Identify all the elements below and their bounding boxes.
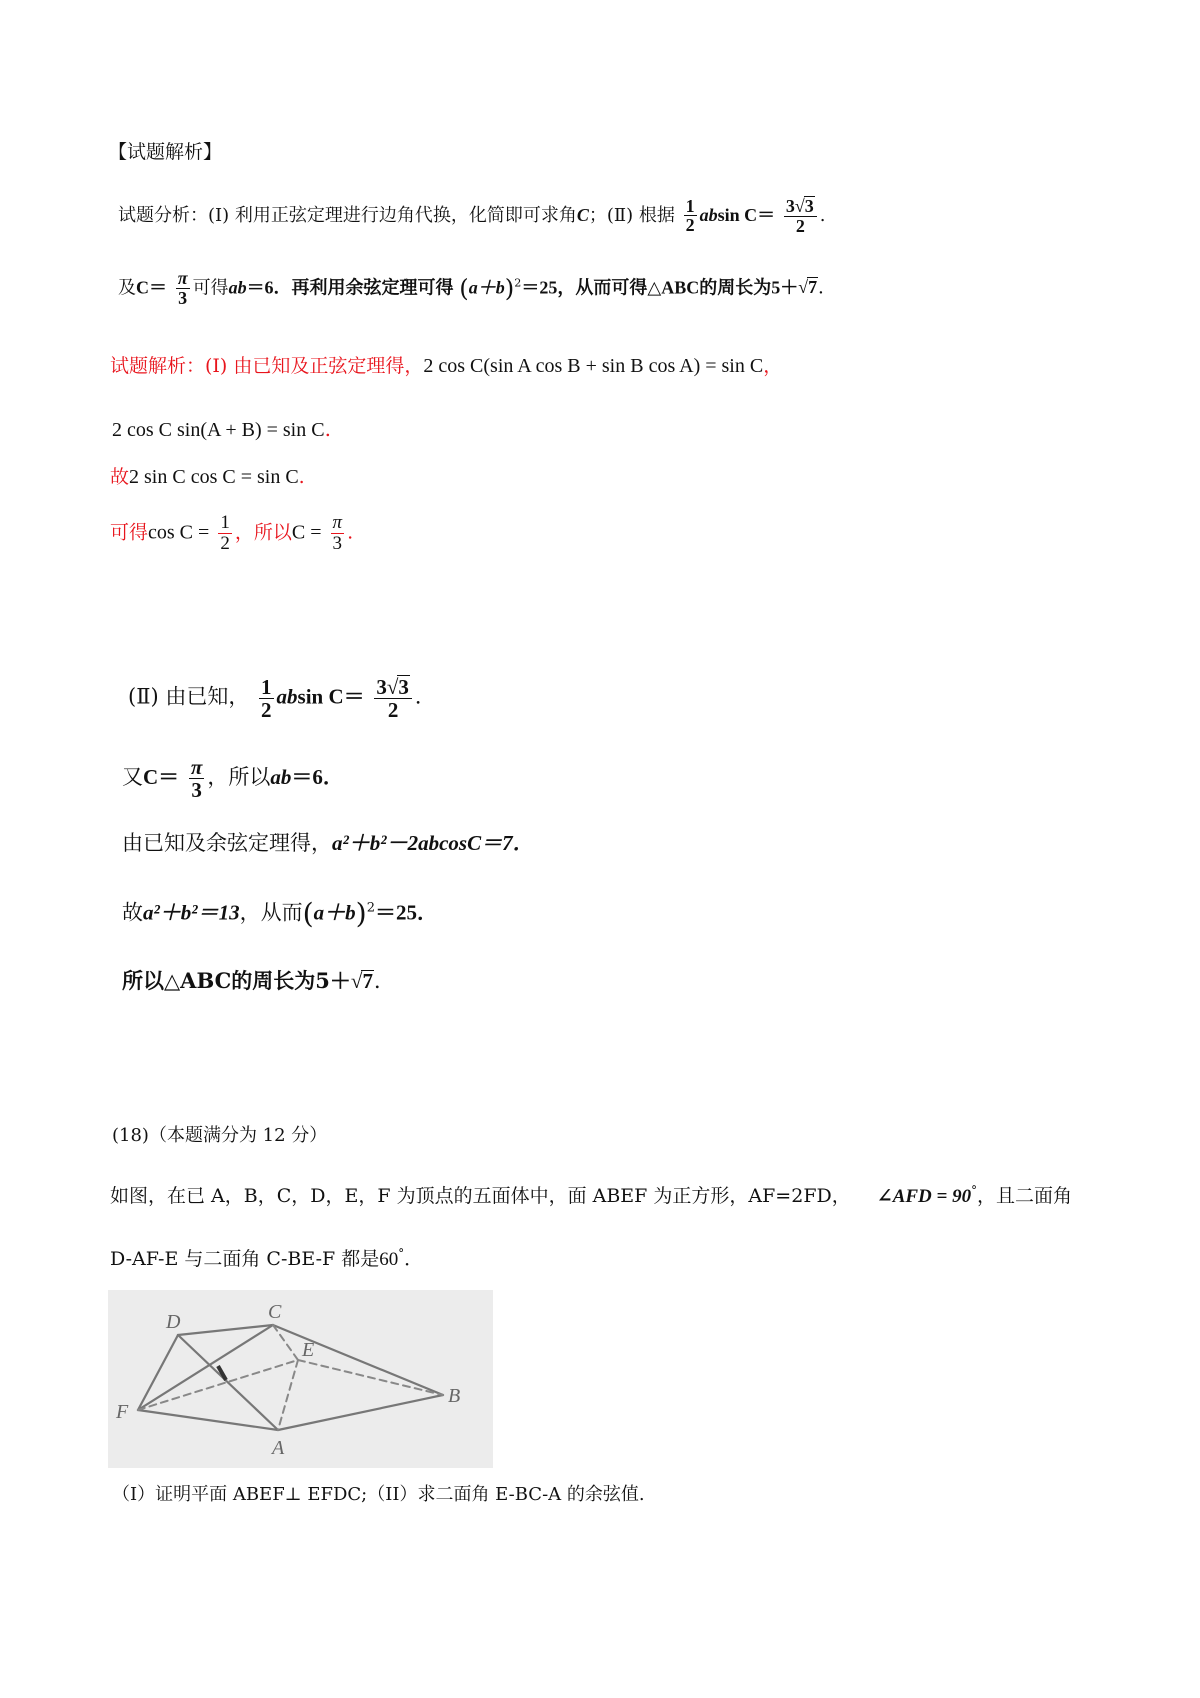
label-D: D [166,1311,181,1333]
solution-text: ，所以 [234,521,292,544]
label-B: B [448,1385,461,1407]
fraction-half: $\frac{1}{2}$ [685,195,695,236]
part2-label: 又 [122,765,143,790]
period: . [324,417,331,441]
problem-heading: (18)（本题满分为 12 分） [112,1125,328,1146]
section-title: 【试题解析】 [108,141,223,163]
period: ． [414,684,436,709]
c-equals: C＝ [136,277,167,298]
problem-question: （I）证明平面 ABEF⊥ EFDC;（II）求二面角 E-BC-A 的余弦值. [112,1484,645,1505]
label-E: E [302,1339,315,1361]
var-ab: ab [699,204,718,225]
part2-line-2 [122,756,344,801]
fraction-3sqrt3-over-2: $\frac{3√3}{2}$ [374,675,412,721]
analysis-line-1 [118,196,826,236]
fraction-half: $\frac{1}{2}$ [261,674,272,722]
part2-text: ＝6． [291,765,344,790]
part2-text: 所以△ABC的周长为5＋ [122,968,351,993]
analysis-text: ；(Ⅱ) 根据 [588,204,675,226]
period: . [819,204,826,226]
part2-label: 由已知及余弦定理得， [122,831,332,855]
paren-right: ) [355,897,367,930]
period: . [347,521,354,544]
angle-afd: ∠AFD = 90 [876,1186,972,1207]
part2-label: (Ⅱ) 由已知， [128,684,250,709]
problem-line-2 [110,1246,424,1270]
fraction-half: $\frac{1}{2}$ [220,512,230,554]
exponent: 2 [514,276,522,290]
period: ． [818,277,837,299]
problem-text: ，且二面角 [977,1185,1073,1207]
cos-c: cos C = [148,521,210,544]
solution-label: 故 [110,466,130,488]
solution-line-2 [112,419,331,440]
period: ． [373,969,395,993]
solution-label: 试题解析：(Ⅰ) 由已知及正弦定理得， [110,355,424,377]
analysis-text: ＝6．再利用余弦定理可得 [246,277,454,298]
sum-squares-expr: a²＋b²＝13 [143,900,240,925]
c-equals: C = [291,521,322,544]
part2-line-3 [122,833,534,854]
part2-line-5 [122,970,395,992]
sqrt-7: √7 [350,969,373,993]
var-ab: ab [270,765,292,790]
label-C: C [268,1301,282,1323]
var-ab: ab [228,277,247,298]
paren-right: ) [504,273,515,303]
exponent: 2 [366,900,375,916]
solution-line-3 [110,467,305,487]
cosine-law-expr: a²＋b²－2abcosC＝7． [332,831,534,855]
period: . [298,466,305,488]
problem-line-1 [110,1183,1073,1207]
fraction-3sqrt3-over-2: $\frac{3√3}{2}$ [784,196,817,236]
fraction-pi-over-3: $\frac{\pi}{3}$ [177,268,188,308]
analysis-text: 可得 [192,277,229,299]
c-equals: C＝ [143,765,180,790]
sqrt-7: √7 [798,277,818,298]
analysis-text: 及 [118,277,136,299]
solution-expr: 2 cos C(sin A cos B + sin B cos A) = sin C [423,355,764,377]
sin-c: sin C＝ [717,204,776,225]
pentahedron-figure [108,1290,493,1468]
comma: ， [763,355,783,377]
label-A: A [272,1437,285,1459]
analysis-text: ＝25，从而可得△ABC的周长为5＋ [521,277,799,298]
problem-text: 如图，在已 A，B，C，D，E，F 为顶点的五面体中，面 ABEF 为正方形，AF=2FD， [110,1185,851,1207]
paren-left: ( [459,273,469,303]
fraction-pi-over-3: $\frac{\pi}{3}$ [332,512,343,554]
part2-label: 故 [122,900,143,925]
analysis-text: 试题分析：(Ⅰ) 利用正弦定理进行边角代换，化简即可求角 [118,204,577,226]
part2-line-4 [122,897,438,930]
part2-line-1 [128,675,436,721]
degree: ° [971,1183,977,1198]
fraction-pi-over-3: $\frac{\pi}{3}$ [190,755,203,803]
sin-c: sin C＝ [297,684,365,709]
solution-line-4 [110,513,353,554]
solution-line-1 [110,356,782,376]
part2-text: ，从而 [239,900,303,925]
solution-expr: 2 sin C cos C = sin C [129,466,299,488]
angle-60: 60 [379,1249,399,1270]
problem-text: D-AF-E 与二面角 C-BE-F 都是 [110,1248,380,1270]
part2-text: ＝25． [375,900,438,925]
var-a-plus-b: a＋b [313,900,356,925]
paren-left: ( [302,897,314,930]
label-F: F [116,1401,129,1423]
degree: ° [398,1246,405,1261]
var-c: C [576,204,589,225]
var-a-plus-b: a＋b [468,277,505,298]
part2-text: ，所以 [207,765,271,790]
solution-expr: 2 cos C sin(A + B) = sin C [112,419,325,441]
analysis-line-2 [118,269,836,308]
period: ． [404,1248,424,1270]
solution-label: 可得 [110,521,149,544]
var-ab: ab [276,684,298,709]
